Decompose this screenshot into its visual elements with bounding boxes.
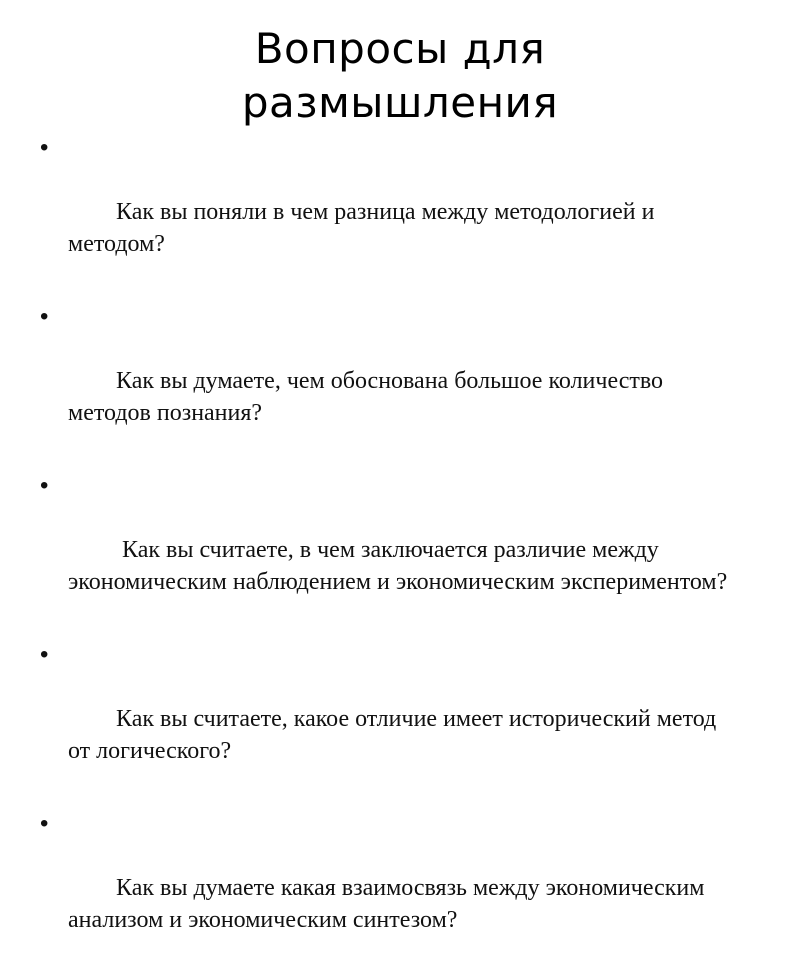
question-item [40,639,740,799]
bullet-icon: • [40,810,49,837]
question-text: Как вы считаете, какое отличие имеет исторический метод от логического? [68,706,723,764]
bullet-icon: • [40,472,49,499]
bullet-icon: • [40,134,49,161]
question-item [40,808,740,968]
slide-title: Вопросы для размышления [241,24,559,127]
bullet-icon: • [40,641,49,668]
question-list [40,132,740,968]
slide-content [40,132,740,977]
question-text: Как вы думаете, чем обоснована большое количество методов познания? [68,368,670,426]
question-text: Как вы думаете какая взаимосвязь между экономическим анализом и экономическим синтезом? [68,875,711,933]
question-text: Как вы поняли в чем разница между методологией и методом? [68,199,661,257]
bullet-icon: • [40,303,49,330]
question-text: Как вы считаете, в чем заключается различие между экономическим наблюдением и экономическим экспериментом? [68,537,728,595]
question-item [40,470,740,630]
question-item [40,132,740,292]
question-item [40,301,740,461]
